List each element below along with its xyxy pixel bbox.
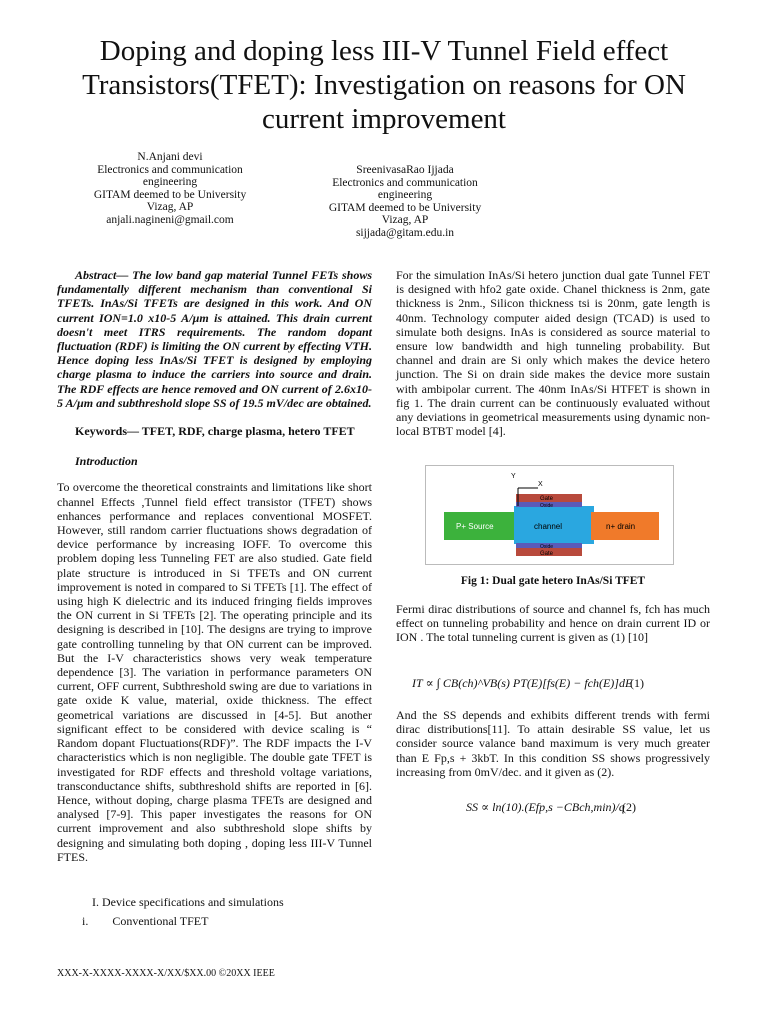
title-line: Doping and doping less III-V Tunnel Field effect bbox=[99, 35, 669, 67]
author-dept: Electronics and communication bbox=[97, 163, 243, 176]
equation-1: IT ∝ ∫ CB(ch)^VB(s) PT(E)[fs(E) − fch(E)]dE bbox=[412, 676, 633, 690]
equation-2: SS ∝ ln(10).(Efp,s −CBch,min)/q bbox=[466, 800, 625, 814]
author-org: GITAM deemed to be University bbox=[328, 201, 482, 214]
left-column bbox=[57, 268, 372, 864]
figure-1 bbox=[425, 465, 674, 565]
author-block bbox=[290, 164, 520, 239]
simulation-paragraph: For the simulation InAs/Si hetero junction dual gate Tunnel FET is designed with hfo2 gate oxide. Chanel thickness is 2nm, gate thickness is 2nm., Silicon thickness tsi is 20nm, gate length is 40nm. Technology computer aided design (TCAD) is used to simulate both designs. InAs is considered as source material to ensure low bandwidth and high tunneling probability. But channel and drain are Si only which makes the device hetero junction. The Si on drain side makes the device more sustain with ambipolar current. The 40nm InAs/Si HTFET is shown in fig 1. The drain current can be continuously evaluated without any deviations in geometrical measurements using dynamic non-local BTBT model [4]. bbox=[396, 268, 710, 439]
ss-text: And the SS depends and exhibits different trends with fermi dirac distributions[11]. To attain desirable SS value, let us consider source valance band maximum is very much greater than E Fp,s + 3kbT. In this condition SS shows progressively increasing from 0mV/dec. and it given as (2). bbox=[396, 708, 710, 779]
author-place: Vizag, AP bbox=[146, 201, 194, 213]
equation-2-number: (2) bbox=[622, 800, 636, 814]
keywords: Keywords— TFET, RDF, charge plasma, hetero TFET bbox=[75, 424, 355, 439]
intro-heading: Introduction bbox=[75, 454, 138, 469]
author-dept: engineering bbox=[377, 189, 433, 201]
source-label: P+ Source bbox=[456, 522, 494, 531]
author-name: N.Anjani devi bbox=[137, 151, 203, 163]
ss-paragraph bbox=[396, 708, 710, 779]
intro-text: To overcome the theoretical constraints and limitations like short channel Effects ,Tunnel field effect transistor (TFET) shows enhances performance and replaces conventional MOSFET. However, still random carrier fluctuations shows degradation of device performance by increasing IOFF. To overcome this problem doping less Tunneling FET are also studied. Gate field plate structure is introduced in Si TFETs and ON current improvement is noted in compared to Si TFETs [1]. The effect of using high K dielectric and its induced fringing fields improves the ON current in Si TFETs [2]. The operating principle and its designing is described in [10]. The designs are trying to improve gate controlling tunneling by that ON current can be improved. But the I-V characteristics shows very weak temperature dependence [3]. The variation in performance parameters ON current, OFF current, Subthreshold swing are due to variations in gate oxide K value, material, oxide thickness. The effect geometrical variations are discussed in [4-5]. But another significant effect to be considered with device scaling is “ Random dopant Fluctuations(RDF)”. The RDF impacts the I-V characteristics which is non negligible. The double gate TFET is investigated for RDF effects and threshold voltage variations, transconductance shifts, subthreshold shifts are reported in [6]. Hence, without doping, charge plasma TFETs are designed and analysed [7-9]. This paper investigates the reasons for ON current improvement and also subthreshold slope shifts by designing and simulating both doping , doping less III-V Tunnel FTES. bbox=[57, 480, 372, 864]
author-dept: engineering bbox=[142, 176, 198, 188]
tfet-diagram bbox=[426, 466, 673, 564]
oxide-label: Oxide bbox=[540, 503, 554, 509]
fermi-paragraph bbox=[396, 602, 710, 645]
figure-caption: Fig 1: Dual gate hetero InAs/Si TFET bbox=[460, 575, 646, 587]
author-org: GITAM deemed to be University bbox=[93, 188, 247, 201]
fermi-text: Fermi dirac distributions of source and channel fs, fch has much effect on tunneling probability and hence on drain current ID or ION . The total tunneling current is given as (1) [10] bbox=[396, 602, 710, 645]
channel-label: channel bbox=[534, 522, 563, 531]
gate-label: Gate bbox=[540, 551, 554, 557]
author-block bbox=[55, 151, 285, 226]
author-dept: Electronics and communication bbox=[332, 176, 478, 189]
x-axis-label: X bbox=[538, 481, 543, 488]
drain-label: n+ drain bbox=[606, 522, 636, 531]
right-column bbox=[396, 268, 710, 438]
author-name: SreenivasaRao Ijjada bbox=[356, 164, 454, 176]
gate-label: Gate bbox=[540, 496, 554, 502]
paper-title bbox=[20, 34, 748, 136]
author-email: sijjada@gitam.edu.in bbox=[355, 226, 455, 239]
equation-1-number: (1) bbox=[630, 676, 644, 690]
subsection-heading: i. Conventional TFET bbox=[82, 914, 209, 928]
title-line: current improvement bbox=[262, 103, 506, 135]
abstract: Abstract— The low band gap material Tunnel FETs shows fundamentally different mechanism than conventional Si TFETs. InAs/Si TFETs are designed in this work. And ON current ION=1.0 x10-5 A/µm is attained. This drain current doesn't meet ITRS requirements. The random dopant fluctuation (RDF) is limiting the ON current by effecting VTH. Hence doping less InAs/Si TFET is designed by employing charge plasma to induce the carriers into source and drain. The RDF effects are hence removed and ON current of 2.6x10-5 A/µm and subthreshold slope SS of 19.5 mV/dec are obtained. bbox=[57, 268, 372, 410]
oxide-label: Oxide bbox=[540, 544, 554, 550]
title-line: Transistors(TFET): Investigation on reasons for ON bbox=[82, 69, 686, 101]
author-place: Vizag, AP bbox=[381, 214, 429, 226]
section-heading: I. Device specifications and simulations bbox=[92, 895, 284, 909]
copyright-footer: XXX-X-XXXX-XXXX-X/XX/$XX.00 ©20XX IEEE bbox=[57, 968, 275, 979]
y-axis-label: Y bbox=[511, 473, 516, 480]
author-email: anjali.nagineni@gmail.com bbox=[106, 213, 234, 226]
